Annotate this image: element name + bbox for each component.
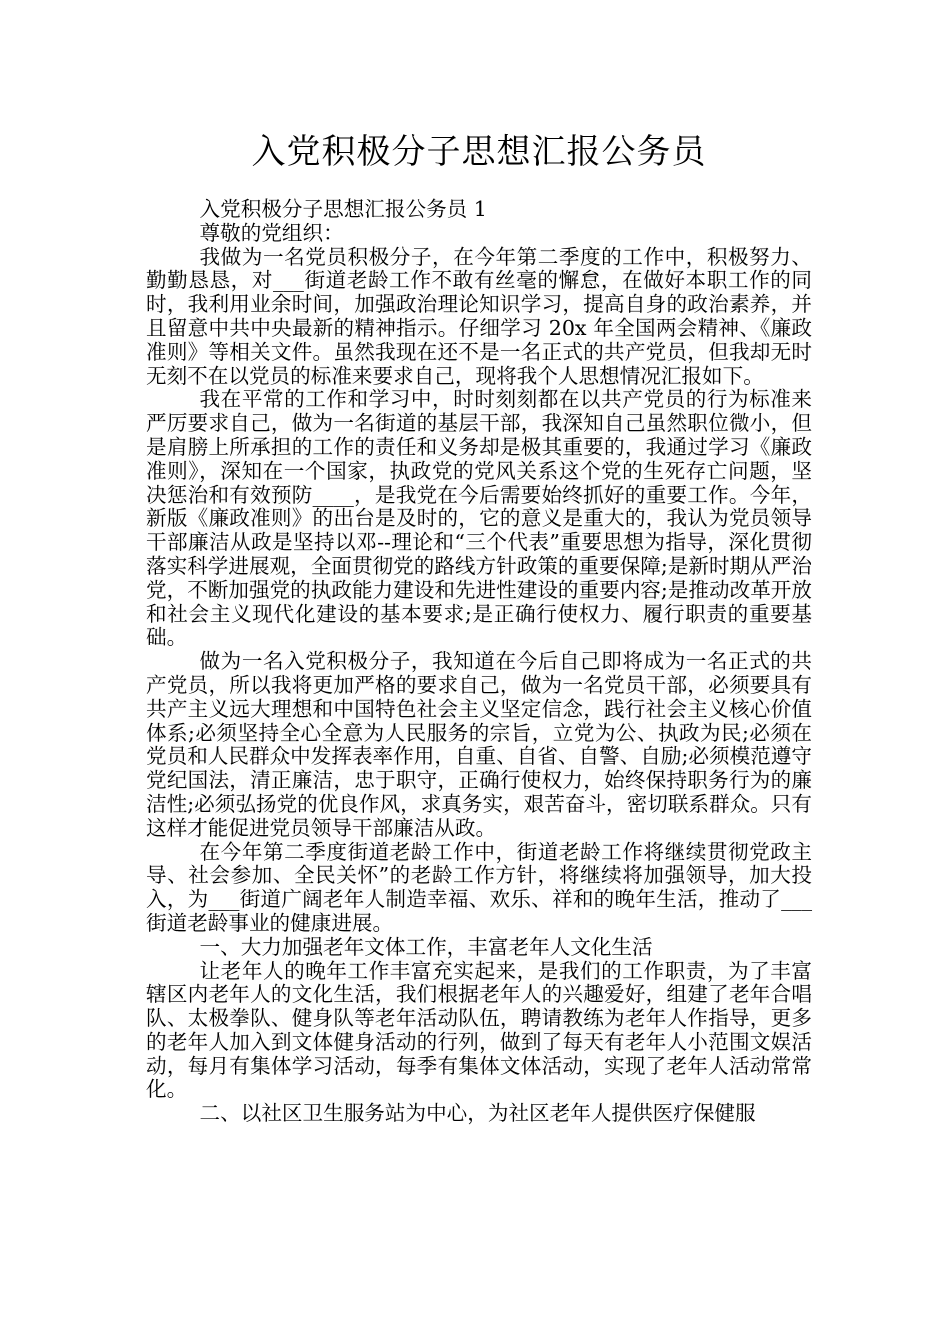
document-page xyxy=(146,0,812,1126)
section-heading: 二、以社区卫生服务站为中心，为社区老年人提供医疗保健服 xyxy=(199,1101,756,1126)
subtitle-line: 入党积极分子思想汇报公务员 1 xyxy=(199,197,487,221)
paragraph: 我在平常的工作和学习中，时时刻刻都在以共产党员的行为标准来严厉要求自己，做为一名街道的基层干部，我深知自己虽然职位微小，但是肩膀上所承担的工作的责任和义务却是极其重要的，我通过学习《廉政准则》，深知在一个国家，执政党的党风关系这个党的生死存亡问题，坚决惩治和有效预防____，是我党在今后需要始终抓好的重要工作。今年，新版《廉政准则》的出台是及时的，它的意义是重大的，我认为党员领导干部廉洁从政是坚持以邓--理论和“三个代表”重要思想为指导，深化贯彻落实科学进展观，全面贯彻党的路线方针政策的重要保障;是新时期从严治党，不断加强党的执政能力建设和先进性建设的重要内容;是推动改革开放和社会主义现代化建设的基本要求;是正确行使权力、履行职责的重要基础。 xyxy=(146,387,812,650)
salutation: 尊敬的党组织： xyxy=(199,220,344,245)
paragraph: 做为一名入党积极分子，我知道在今后自己即将成为一名正式的共产党员，所以我将更加严格的要求自己，做为一名党员干部，必须要具有共产主义远大理想和中国特色社会主义坚定信念，践行社会主义核心价值体系;必须坚持全心全意为人民服务的宗旨，立党为公、执政为民;必须在党员和人民群众中发挥表率作用，自重、自省、自警、自励;必须模范遵守党纪国法，清正廉洁，忠于职守，正确行使权力，始终保持职务行为的廉洁性;必须弘扬党的优良作风，求真务实，艰苦奋斗，密切联系群众。只有这样才能促进党员领导干部廉洁从政。 xyxy=(146,649,812,840)
document-body xyxy=(146,198,812,1126)
paragraph: 在今年第二季度街道老龄工作中，街道老龄工作将继续贯彻党政主导、社会参加、全民关怀”的老龄工作方针，将继续将加强领导，加大投入，为___街道广阔老年人制造幸福、欢乐、祥和的晚年生活，推动了___街道老龄事业的健康进展。 xyxy=(146,839,812,935)
paragraph: 让老年人的晚年工作丰富充实起来，是我们的工作职责，为了丰富辖区内老年人的文化生活，我们根据老年人的兴趣爱好，组建了老年合唱队、太极拳队、健身队等老年活动队伍，聘请教练为老年人作指导，更多的老年人加入到文体健身活动的行列，做到了每天有老年人小范围文娱活动，每月有集体学习活动，每季有集体文体活动，实现了老年人活动常常化。 xyxy=(146,958,812,1102)
section-heading: 一、大力加强老年文体工作，丰富老年人文化生活 xyxy=(199,934,653,959)
document-title: 入党积极分子思想汇报公务员 xyxy=(251,132,707,172)
paragraph: 我做为一名党员积极分子，在今年第二季度的工作中，积极努力、勤勤恳恳，对___街道老龄工作不敢有丝毫的懈怠，在做好本职工作的同时，我利用业余时间，加强政治理论知识学习，提高自身的政治素养，并且留意中共中央最新的精神指示。仔细学习 20x 年全国两会精神、《廉政准则》等相关文件。虽然我现在还不是一名正式的共产党员，但我却无时无刻不在以党员的标准来要求自己，现将我个人思想情况汇报如下。 xyxy=(146,244,812,388)
